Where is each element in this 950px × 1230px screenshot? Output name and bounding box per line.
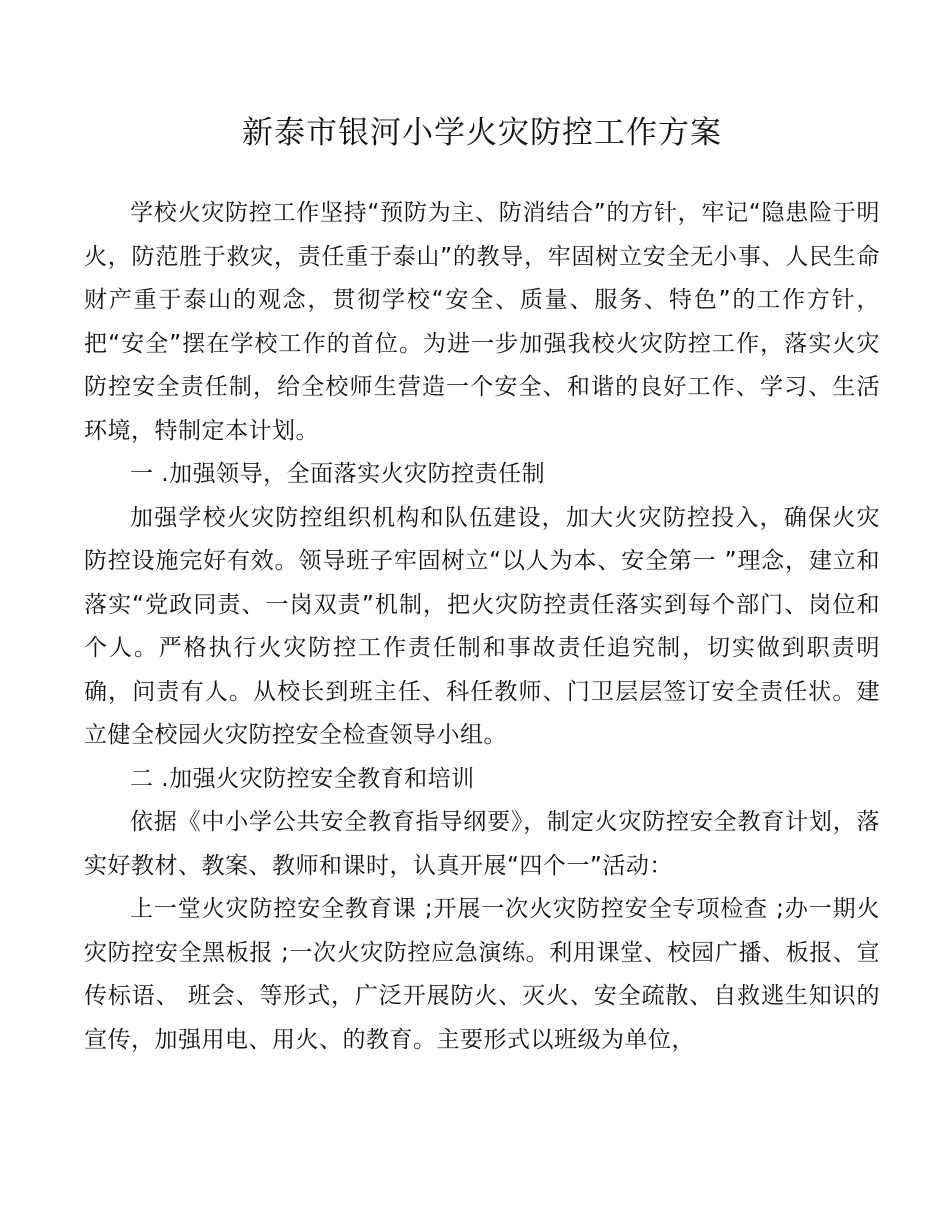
section-2-paragraph-1: 依据《中小学公共安全教育指导纲要》，制定火灾防控安全教育计划，落实好教材、教案、教师和课时，认真开展“四个一”活动： (84, 809, 880, 879)
section-1-paragraph: 加强学校火灾防控组织机构和队伍建设，加大火灾防控投入，确保火灾防控设施完好有效。领导班子牢固树立“以人为本、安全第一 ”理念，建立和落实“党政同责、一岗双责”机制，把火灾防控责任落实到每个部门、岗位和个人。严格执行火灾防控工作责任制和事故责任追究制，切实做到职责明确，问责有人。从校长到班主任、科任教师、门卫层层签订安全责任状。建立健全校园火灾防控安全检查领导小组。 (84, 504, 880, 748)
section-2-heading: 二 .加强火灾防控安全教育和培训 (130, 765, 475, 792)
section-1-heading: 一 .加强领导，全面落实火灾防控责任制 (130, 461, 546, 487)
document-body (84, 192, 880, 1062)
intro-paragraph: 学校火灾防控工作坚持“预防为主、防消结合”的方针，牢记“隐患险于明火，防范胜于救灾，责任重于泰山”的教导，牢固树立安全无小事、人民生命财产重于泰山的观念，贯彻学校“安全、质量、服务、特色”的工作方针，把“安全”摆在学校工作的首位。为进一步加强我校火灾防控工作，落实火灾防控安全责任制，给全校师生营造一个安全、和谐的良好工作、学习、生活环境，特制定本计划。 (84, 200, 880, 444)
document-title: 新泰市银河小学火灾防控工作方案 (242, 115, 722, 151)
section-2-paragraph-2: 上一堂火灾防控安全教育课 ;开展一次火灾防控安全专项检查 ;办一期火灾防控安全黑板报 ;一次火灾防控应急演练。利用课堂、校园广播、板报、宣传标语、 班会、等形式，广泛开展防火、灭火、安全疏散、自救逃生知识的宣传，加强用电、用火、的教育。主要形式以班级为单位， (84, 896, 880, 1053)
